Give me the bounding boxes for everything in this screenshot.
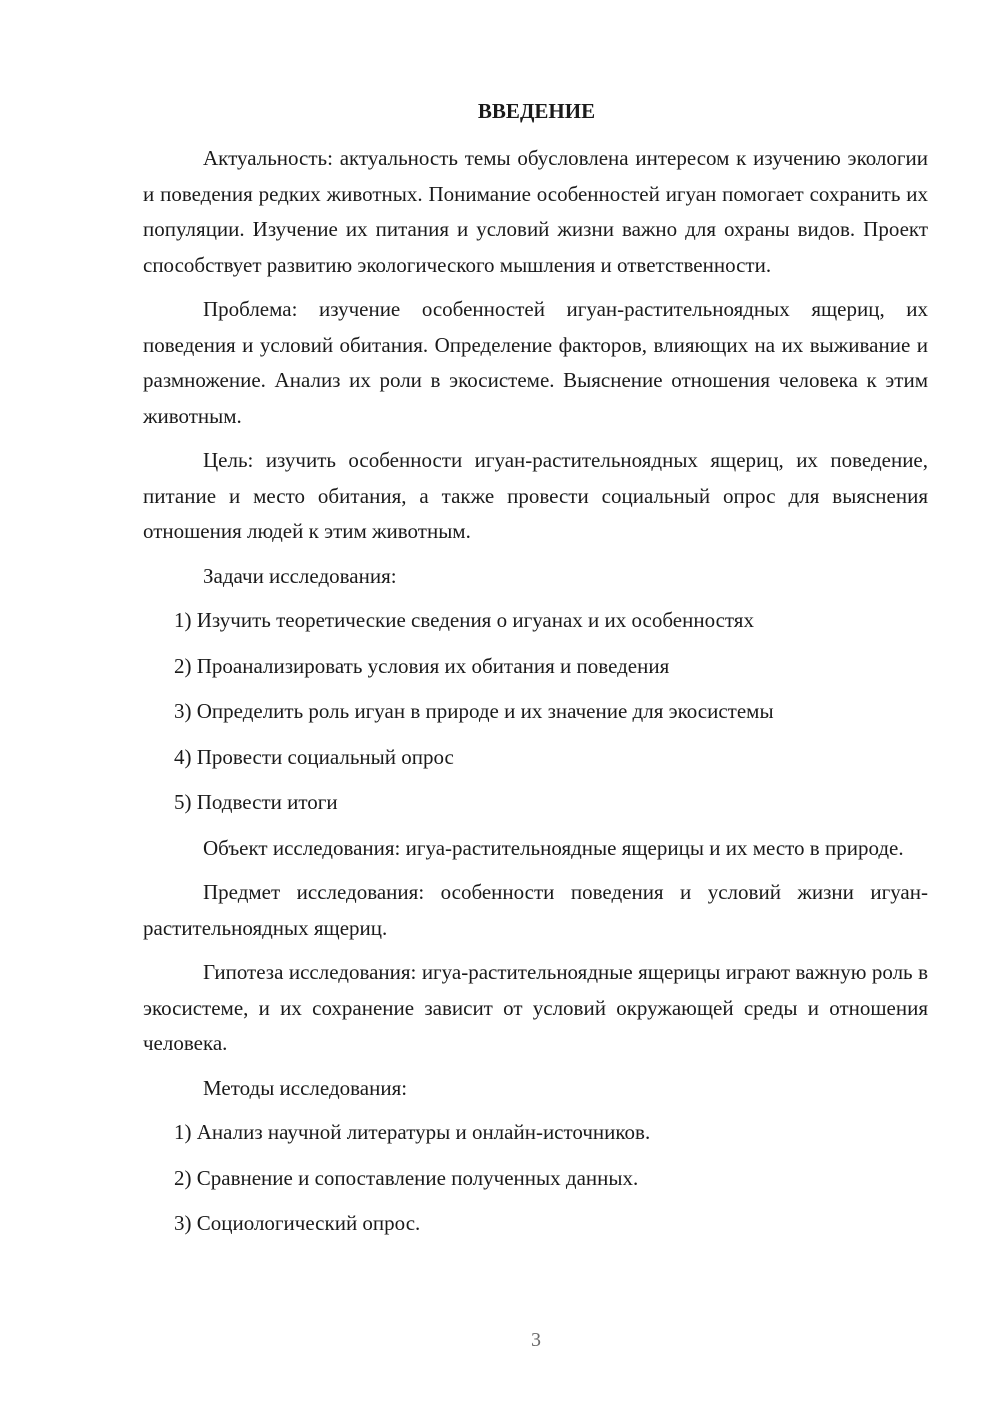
list-item: 3) Определить роль игуан в природе и их значение для экосистемы bbox=[174, 699, 774, 723]
object-paragraph: Объект исследования: игуа-растительноядные ящерицы и их место в природе. bbox=[203, 835, 904, 860]
page-number: 3 bbox=[531, 1329, 541, 1351]
list-item: 1) Изучить теоретические сведения о игуанах и их особенностях bbox=[174, 608, 754, 632]
problem-paragraph: Проблема: изучение особенностей игуан-растительноядных ящериц, их поведения и условий обитания. Определение факторов, влияющих на их выживание и размножение. Анализ их роли в экосистеме. Выяснение отношения человека к этим животным. bbox=[143, 297, 928, 428]
methods-list bbox=[143, 1115, 928, 1242]
methods-heading: Методы исследования: bbox=[203, 1075, 408, 1100]
tasks-list bbox=[143, 603, 928, 821]
relevance-paragraph: Актуальность: актуальность темы обусловлена интересом к изучению экологии и поведения редких животных. Понимание особенностей игуан помогает сохранить их популяции. Изучение их питания и условий жизни важно для охраны видов. Проект способствует развитию экологического мышления и ответственности. bbox=[143, 146, 928, 277]
hypothesis-paragraph: Гипотеза исследования: игуа-растительноядные ящерицы играют важную роль в экосистеме, и их сохранение зависит от условий окружающей среды и отношения человека. bbox=[143, 960, 928, 1055]
subject-paragraph: Предмет исследования: особенности поведения и условий жизни игуан-растительноядных ящериц. bbox=[143, 880, 928, 940]
list-item: 2) Проанализировать условия их обитания и поведения bbox=[174, 653, 670, 678]
list-item: 2) Сравнение и сопоставление полученных данных. bbox=[174, 1165, 639, 1190]
list-item: 5) Подвести итоги bbox=[174, 790, 338, 814]
list-item: 1) Анализ научной литературы и онлайн-источников. bbox=[174, 1120, 651, 1144]
tasks-heading: Задачи исследования: bbox=[203, 563, 397, 588]
list-item: 4) Провести социальный опрос bbox=[174, 744, 454, 769]
page-title: ВВЕДЕНИЕ bbox=[477, 99, 596, 123]
document-page bbox=[143, 96, 928, 1252]
list-item: 3) Социологический опрос. bbox=[174, 1211, 421, 1235]
goal-paragraph: Цель: изучить особенности игуан-растительноядных ящериц, их поведение, питание и место обитания, а также провести социальный опрос для выяснения отношения людей к этим животным. bbox=[143, 448, 928, 543]
